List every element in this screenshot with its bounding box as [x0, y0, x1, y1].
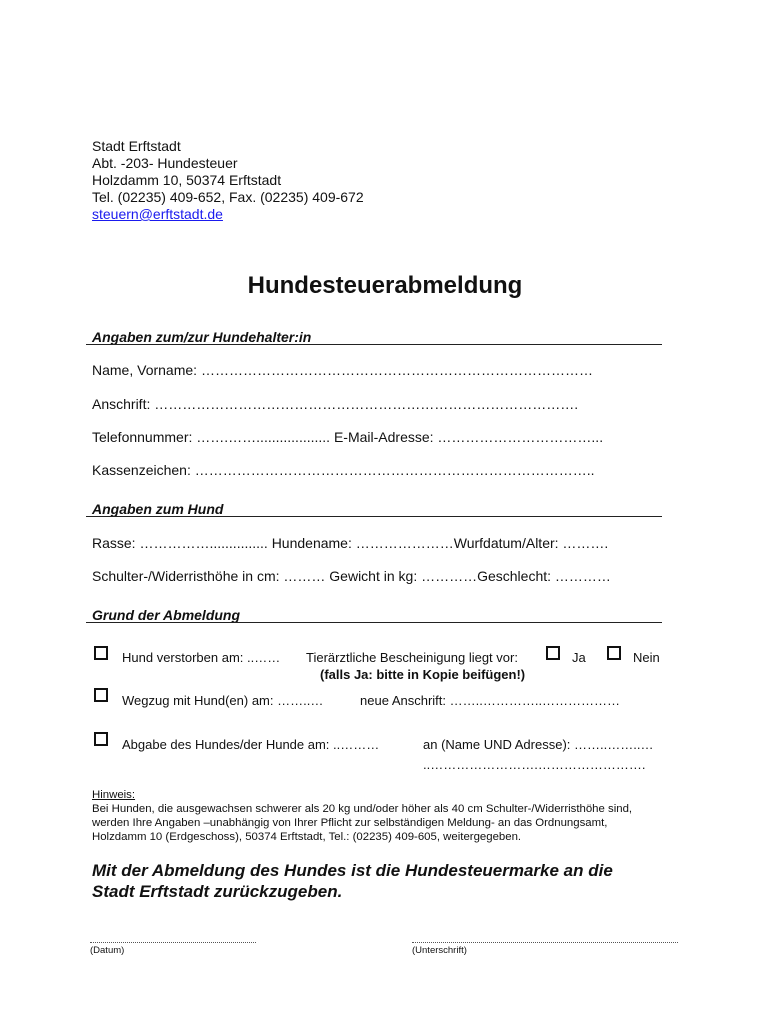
hinweis-line: Bei Hunden, die ausgewachsen schwerer als 20 kg und/oder höher als 40 cm Schulter-/Widerristhöhe sind,	[92, 803, 633, 815]
section-heading-halter: Angaben zum/zur Hundehalter:in	[92, 329, 312, 345]
field-kassenzeichen: Kassenzeichen: …………………………………………………………………………..	[92, 462, 595, 478]
label-verstorben: Hund verstorben am: ..……	[122, 650, 281, 665]
address-department: Abt. -203- Hundesteuer	[92, 155, 238, 171]
address-phone: Tel. (02235) 409-652, Fax. (02235) 409-672	[92, 189, 364, 205]
page-title: Hundesteuerabmeldung	[247, 272, 523, 299]
field-rasse-hundename: Rasse: ……………............... Hundename: …………………Wurfdatum/Alter: ……….	[92, 535, 609, 551]
abgabe-address-line: ..…………………….…………………….	[423, 757, 646, 772]
address-city: Stadt Erftstadt	[92, 138, 181, 154]
hinweis-line: Holzdamm 10 (Erdgeschoss), 50374 Erftstadt, Tel.: (02235) 409-605, weitergegeben.	[92, 831, 522, 843]
closing-line: Stadt Erftstadt zurückzugeben.	[92, 882, 343, 901]
section-heading-hund: Angaben zum Hund	[92, 501, 224, 517]
checkbox-abgabe[interactable]	[94, 732, 108, 746]
label-abgabe-an: an (Name UND Adresse): ……..……..…	[423, 737, 654, 752]
signature-line-unterschrift	[412, 942, 678, 943]
field-schulter-gewicht: Schulter-/Widerristhöhe in cm: ……… Gewicht in kg: …………Geschlecht: …………	[92, 568, 611, 584]
checkbox-verstorben[interactable]	[94, 646, 108, 660]
section-rule	[86, 622, 662, 623]
email-link[interactable]: steuern@erftstadt.de	[92, 206, 223, 222]
closing-line: Mit der Abmeldung des Hundes ist die Hundesteuermarke an die	[92, 861, 613, 880]
label-nein: Nein	[633, 650, 660, 665]
checkbox-wegzug[interactable]	[94, 688, 108, 702]
label-neue-anschrift: neue Anschrift: ……..…………..………………	[360, 693, 621, 708]
field-telefon-email: Telefonnummer: …….……................... E-Mail-Adresse: ……………………………...	[92, 429, 604, 445]
note-kopie: (falls Ja: bitte in Kopie beifügen!)	[320, 667, 526, 682]
checkbox-ja[interactable]	[546, 646, 560, 660]
hinweis-label: Hinweis:	[92, 789, 136, 801]
label-tierarzt: Tierärztliche Bescheinigung liegt vor:	[306, 650, 518, 665]
signature-line-datum	[90, 942, 256, 943]
section-rule	[86, 516, 662, 517]
label-unterschrift: (Unterschrift)	[412, 945, 467, 956]
section-rule	[86, 344, 662, 345]
hinweis-line: werden Ihre Angaben –unabhängig von Ihrer Pflicht zur selbständigen Meldung- an das Ordnungsamt,	[92, 817, 608, 829]
section-heading-grund: Grund der Abmeldung	[92, 607, 241, 623]
checkbox-nein[interactable]	[607, 646, 621, 660]
label-abgabe: Abgabe des Hundes/der Hunde am: ..………	[122, 737, 380, 752]
field-anschrift: Anschrift: ……………………………………………………………………………….	[92, 396, 579, 412]
label-datum: (Datum)	[90, 945, 125, 956]
field-name: Name, Vorname: …………………………………………………………………………	[92, 362, 593, 378]
label-ja: Ja	[572, 650, 586, 665]
label-wegzug: Wegzug mit Hund(en) am: ……..…	[122, 693, 324, 708]
address-street: Holzdamm 10, 50374 Erftstadt	[92, 172, 282, 188]
